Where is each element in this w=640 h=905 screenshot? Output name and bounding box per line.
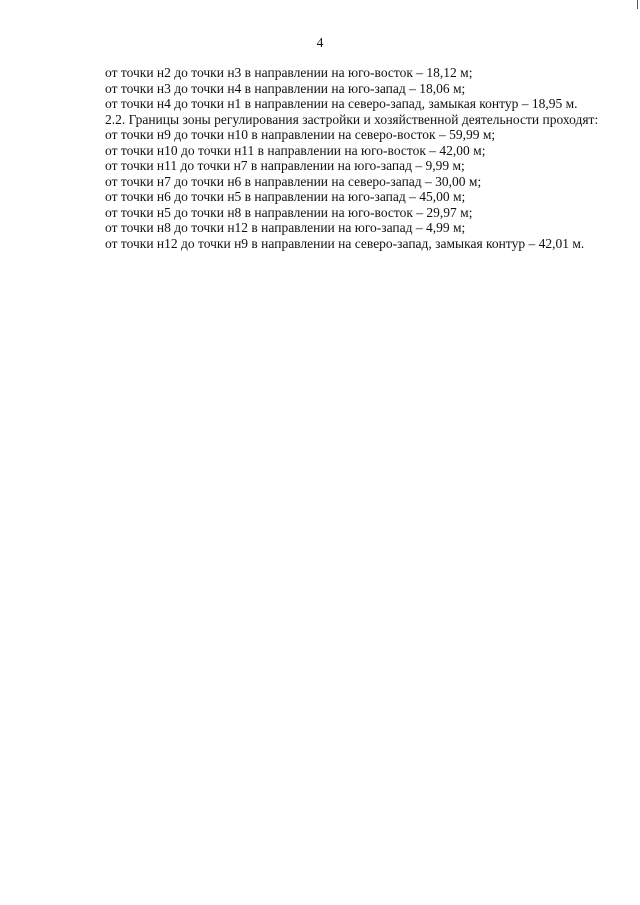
paragraph: от точки н2 до точки н3 в направлении на юго-восток – 18,12 м;: [105, 65, 473, 80]
page-number: 4: [316, 35, 324, 50]
scan-edge-mark: [637, 0, 638, 9]
paragraph: от точки н7 до точки н6 в направлении на северо-запад – 30,00 м;: [105, 173, 482, 189]
paragraph: от точки н6 до точки н5 в направлении на юго-запад – 45,00 м;: [105, 189, 466, 204]
paragraph: от точки н3 до точки н4 в направлении на юго-запад – 18,06 м;: [105, 80, 466, 96]
paragraph: от точки н9 до точки н10 в направлении на северо-восток – 59,99 м;: [105, 127, 496, 142]
paragraph: от точки н12 до точки н9 в направлении на северо-запад, замыкая контур – 42,01 м.: [105, 235, 585, 251]
paragraph: от точки н5 до точки н8 в направлении на юго-восток – 29,97 м;: [105, 204, 473, 220]
paragraph: от точки н10 до точки н11 в направлении на юго-восток – 42,00 м;: [105, 142, 486, 158]
section-heading-paragraph: 2.2. Границы зоны регулирования застройки и хозяйственной деятельности проходят:: [105, 111, 599, 127]
document-body: [67, 65, 602, 251]
paragraph: от точки н11 до точки н7 в направлении на юго-запад – 9,99 м;: [105, 158, 465, 173]
paragraph: от точки н8 до точки н12 в направлении на юго-запад – 4,99 м;: [105, 220, 466, 235]
paragraph: от точки н4 до точки н1 в направлении на северо-запад, замыкая контур – 18,95 м.: [105, 96, 578, 111]
